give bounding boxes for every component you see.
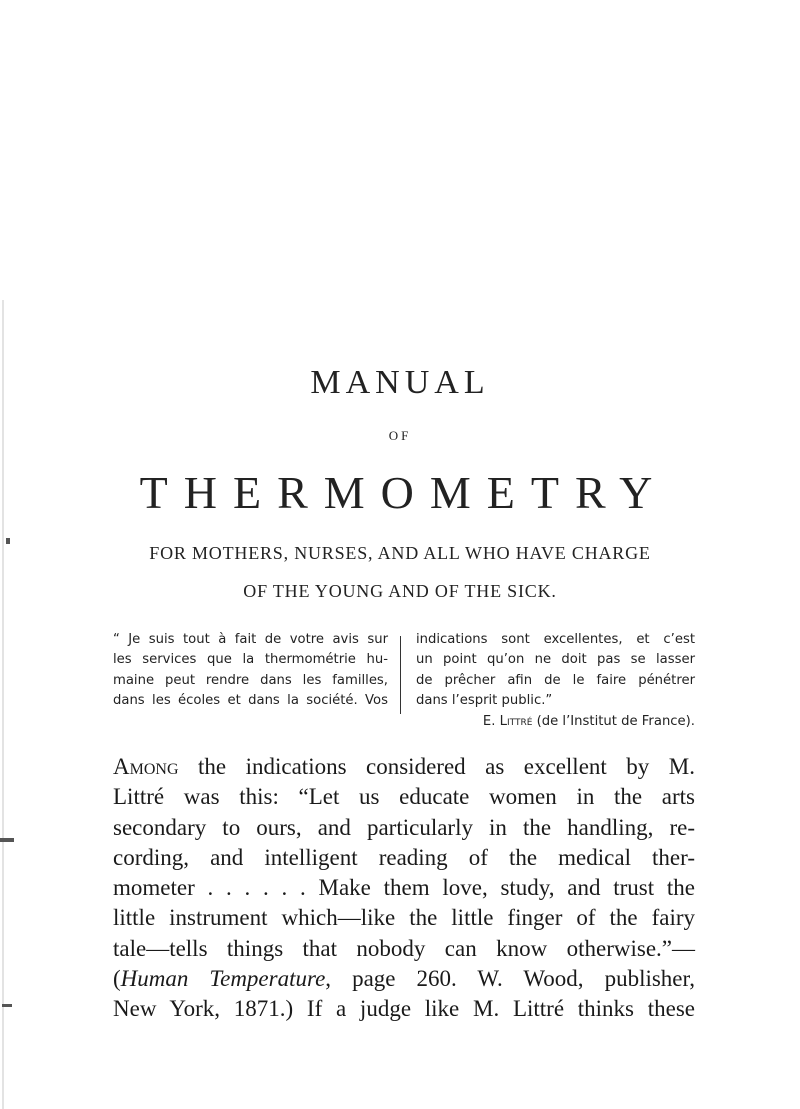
subtitle-line-2: OF THE YOUNG AND OF THE SICK. [243,581,557,601]
body-line: little instrument which—like the little finger of the fairy [113,905,695,931]
epigraph-line: maine peut rendre dans les familles, [113,672,388,688]
body-paragraph [113,752,695,1025]
attribution-affiliation: (de l’Institut de France). [532,713,695,729]
epigraph-attribution [416,712,695,732]
subtitle-line-1: FOR MOTHERS, NURSES, AND ALL WHO HAVE CHARGE [149,543,651,563]
body-line: secondary to ours, and particularly in the handling, re- [113,814,695,840]
title-manual: MANUAL [310,364,490,401]
citation-open: ( [113,966,121,992]
epigraph-line: indications sont excellentes, et c’est [416,632,695,647]
epigraph-line: dans les écoles et dans la société. Vos [113,693,388,709]
citation-rest: , page 260. W. Wood, publisher, [325,966,695,992]
body-line: Littré was this: “Let us educate women in the arts [113,784,695,810]
body-line-rest: the indications considered as excellent by M. [178,754,695,779]
drop-word: Among [113,754,179,779]
column-divider [400,636,401,714]
epigraph-line: de prêcher afin de le faire pénétrer [416,672,695,688]
epigraph-line: “ Je suis tout à fait de votre avis sur [113,632,388,647]
epigraph-right-column [416,630,695,732]
epigraph-line: les services que la thermométrie hu- [113,652,388,668]
title-thermometry: THERMOMETRY [139,467,669,518]
body-line: mometer . . . . . . Make them love, study, and trust the [113,875,695,901]
body-line: New York, 1871.) If a judge like M. Littré thinks these [113,996,695,1022]
title-of: OF [388,428,412,443]
body-line [113,752,695,782]
page-edge-shadow [2,300,4,1109]
epigraph [113,630,695,729]
attribution-name: E. Littré [482,713,533,729]
body-line [113,964,695,994]
epigraph-line: dans l’esprit public.” [416,693,553,709]
epigraph-line: un point qu’on ne doit pas se lasser [416,652,695,668]
epigraph-left-column [113,630,388,712]
body-line: tale—tells things that nobody can know otherwise.”— [113,935,695,961]
scan-speck [0,838,14,842]
scan-speck [2,1004,12,1007]
body-line: cording, and intelligent reading of the medical ther- [113,844,695,870]
citation-title: Human Temperature [120,966,326,992]
